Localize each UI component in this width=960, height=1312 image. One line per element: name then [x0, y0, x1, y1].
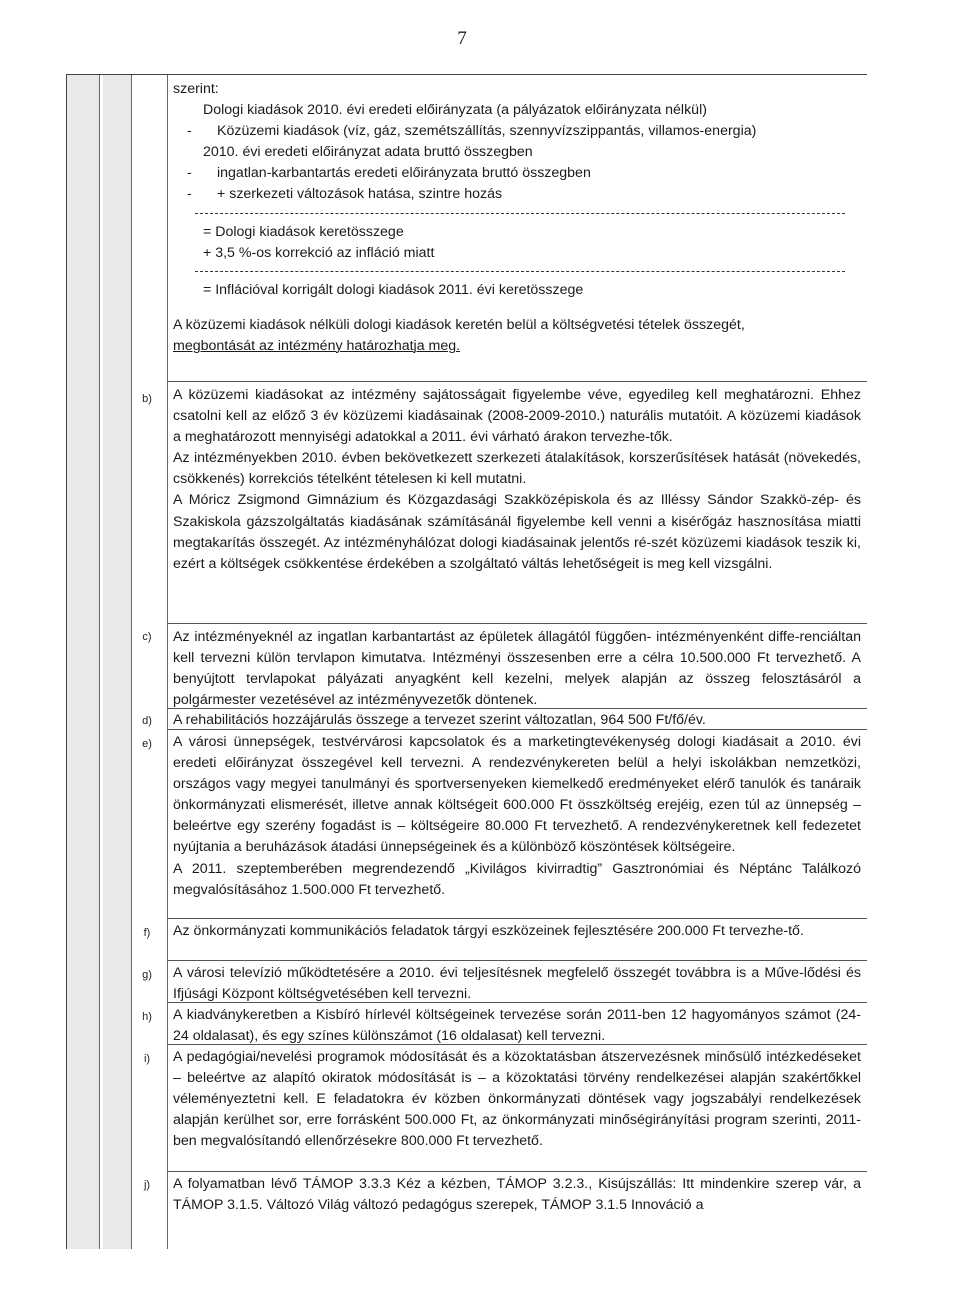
section-label-d: d) — [142, 715, 152, 727]
section-e-paragraph-1: A városi ünnepségek, testvérvárosi kapcsolatok és a marketingtevékenység dologi kiadásait a 2010. évi eredeti előirányzat összegével kell tervezni. A rendezvénykereten belül a helyi iskolákban nemzetközi, országos vagy megyei tanulmányi és sportversenyeken kiemelkedő eredményeket elérő tanulók és tanáraik önkormányzati elismerését, illetve annak költségeit 600.000 Ft összköltség erejéig, ezen túl az ünnepség – beleértve egy szerény fogadást is – költségeire 80.000 Ft tervezhető. A rendezvénykeretnek kell fedezetet nyújtania a beruházások átadási ünnepségeinek és a különböző köszöntések költségeire. — [173, 734, 861, 856]
section-b-paragraph-2: Az intézményekben 2010. évben bekövetkezett szerkezeti átalakítások, korszerűsítések hatását (növekedés, csökkenés) korrekciós tételként tételesen ki kell mutatni. — [173, 450, 861, 488]
intro-paragraph-underlined-text: megbontását az intézmény határozhatja meg. — [173, 337, 461, 354]
section-i-paragraph-1: A pedagógiai/nevelési programok módosítását és a közoktatásban átszervezésnek minősülő intézkedéseket – beleértve az alapító okiratok módosítását is – a közoktatási törvény rendelkezései alapján szakértőkkel véleményeztetni kell. E feladatokra év közben önkormányzati döntések vagy jogszabályi rendelkezések alapján kerülhet sor, erre forrásként 500.000 Ft, az önkormányzati minőségirányítási program szerinti, 2011-ben megvalósítandó ellenőrzésekre 800.000 Ft tervezhető. — [173, 1049, 861, 1150]
column-line-3 — [167, 75, 168, 1249]
section-label-g: g) — [142, 969, 152, 981]
section-e-paragraph-2: A 2011. szeptemberében megrendezendő „Kivilágos kivirradtig” Gasztronómiai és Néptánc Találkozó megvalósításához 1.500.000 Ft tervezhető. — [173, 860, 861, 898]
intro-line-5-text: ingatlan-karbantartás eredeti előirányzata bruttó összegben — [217, 165, 591, 182]
column-line-1 — [99, 75, 100, 1249]
section-label-e: e) — [142, 738, 152, 750]
intro-line-2: Dologi kiadások 2010. évi eredeti előirányzata (a pályázatok előirányzata nélkül) — [203, 102, 707, 119]
row-separator-b — [167, 381, 867, 382]
section-label-b: b) — [142, 393, 152, 405]
dash-marker: - — [187, 123, 192, 140]
column-line-2 — [131, 75, 132, 1249]
intro-paragraph-underlined — [173, 336, 861, 357]
intro-line-7: = Dologi kiadások keretösszege — [203, 223, 404, 240]
gray-column-left — [67, 75, 99, 1249]
row-separator-c — [167, 623, 867, 624]
dash-marker: - — [187, 165, 192, 182]
intro-line-5 — [173, 163, 861, 184]
intro-line-6 — [173, 184, 861, 205]
section-g — [173, 963, 861, 1005]
dash-marker: - — [187, 186, 192, 203]
section-c-paragraph-1: Az intézményeknél az ingatlan karbantartást az épületek állagától függően- intézményenként diffe-renciáltan kell tervezni külön tervlapon kimutatva. Intézményi összesenben erre a célra 10.500.000 Ft tervezhető. A benyújtott tervlapokat pályázati anyagként kell kezelni, melyek alapján az összeg felosztásáról a polgármester vezetésével az intézményvezetők döntenek. — [173, 629, 861, 709]
section-label-h: h) — [142, 1011, 152, 1023]
section-label-i: i) — [143, 1053, 151, 1065]
section-b-paragraph-3: A Móricz Zsigmond Gimnázium és Közgazdasági Szakközépiskola és az Illéssy Sándor Szakkö-zép- és Szakiskola gázszolgáltatás kiadásának számításánál figyelembe kell venni a kisérőgáz hasznosítása miatti megtakarítás összegét. Az intézményhálózat dologi kiadásainak jelentős ré-szét közüzemi kiadások teszik ki, ezért a költségek csökkentése érdekében a szolgáltató váltás lehetőségeit is meg kell vizsgálni. — [173, 492, 861, 572]
section-j-paragraph-1: A folyamatban lévő TÁMOP 3.3.3 Kéz a kézben, TÁMOP 3.2.3., Kisújszállás: Itt mindenkire szerep vár, a TÁMOP 3.1.5. Változó Világ változó pedagógus szerepek, TÁMOP 3.1.5 Innováció a — [173, 1176, 861, 1214]
section-e — [173, 732, 861, 901]
intro-line-3 — [173, 121, 861, 142]
dashed-divider-2 — [195, 271, 845, 272]
row-separator-f — [167, 918, 867, 919]
section-label-c: c) — [142, 631, 152, 643]
row-separator-j — [167, 1171, 867, 1172]
section-h-paragraph-1: A kiadványkeretben a Kisbíró hírlevél költségeinek tervezése során 2011-ben 12 hagyományos számot (24-24 oldalasat), és egy színes különszámot (16 oldalasat) kell tervezni. — [173, 1007, 861, 1045]
section-f — [173, 921, 861, 942]
section-b — [173, 385, 861, 575]
document-table — [66, 74, 867, 1249]
gray-column-middle — [103, 75, 131, 1249]
intro-line-8: + 3,5 %-os korrekció az infláció miatt — [203, 244, 435, 261]
section-j — [173, 1174, 861, 1216]
intro-line-1: szerint: — [173, 81, 219, 97]
section-b-paragraph-1: A közüzemi kiadásokat az intézmény sajátosságait figyelembe véve, egyedileg kell meghatározni. Ehhez csatolni kell az előző 3 év közüzemi kiadásainak (2008-2009-2010.) naturális mutatóit. A közüzemi kiadások a meghatározott mennyiségi adatokkal a 2011. évi várható árakon tervezhe-tők. — [173, 387, 861, 446]
section-g-paragraph-1: A városi televízió működtetésére a 2010. évi teljesítésnek megfelelő összegét továbbra is a Műve-lődési és Ifjúsági Központ költségvetésében kell tervezni. — [173, 965, 861, 1003]
spacer — [173, 301, 861, 315]
section-f-paragraph-1: Az önkormányzati kommunikációs feladatok tárgyi eszközeinek fejlesztésére 200.000 Ft tervezhe-tő. — [173, 923, 804, 939]
intro-line-3-text: Közüzemi kiadások (víz, gáz, szemétszállítás, szennyvízszippantás, villamos-energia) — [217, 123, 757, 140]
section-c — [173, 627, 861, 711]
section-d — [173, 710, 861, 731]
section-h — [173, 1005, 861, 1047]
row-separator-g — [167, 960, 867, 961]
intro-line-4: 2010. évi eredeti előirányzat adata bruttó összegben — [203, 144, 533, 161]
intro-line-6-text: + szerkezeti változások hatása, szintre hozás — [217, 186, 503, 203]
dashed-divider-1 — [195, 213, 845, 214]
page-number: 7 — [457, 28, 467, 49]
section-i — [173, 1047, 861, 1152]
intro-block — [173, 79, 861, 357]
intro-line-9: = Inflációval korrigált dologi kiadások 2011. évi keretösszege — [203, 281, 584, 298]
section-label-j: j) — [143, 1179, 151, 1191]
intro-paragraph: A közüzemi kiadások nélküli dologi kiadások keretén belül a költségvetési tételek összegét, — [173, 316, 745, 333]
section-d-paragraph-1: A rehabilitációs hozzájárulás összege a tervezet szerint változatlan, 964 500 Ft/fő/év. — [173, 712, 706, 728]
section-label-f: f) — [143, 927, 151, 939]
